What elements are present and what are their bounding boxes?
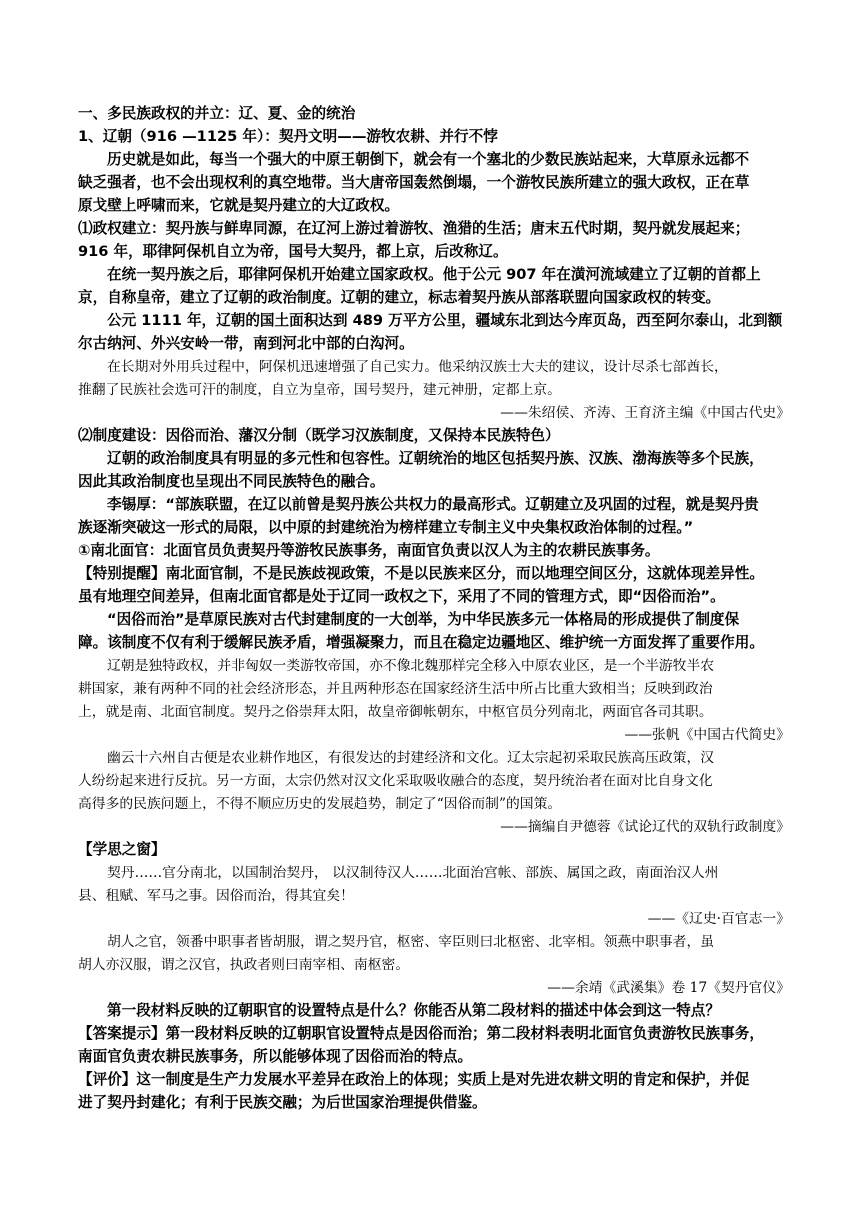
paragraph-line: 缺乏强者，也不会出现权利的真空地带。当大唐帝国轰然倒塌，一个游牧民族所建立的强大政权，正在草 bbox=[78, 174, 750, 191]
quote-line: 在长期对外用兵过程中，阿保机迅速增强了自己实力。他采纳汉族士大夫的建议，设计尽杀七部酋长， bbox=[107, 359, 728, 375]
quote-line: 胡人之官，领番中职事者皆胡服，谓之契丹官，枢密、宰臣则曰北枢密、北宰相。领燕中职事者，虽 bbox=[107, 934, 715, 950]
quote-line: 耕国家，兼有两种不同的社会经济形态，并且两种形态在国家经济生活中所占比重大致相当；反映到政治 bbox=[78, 681, 713, 697]
quote-line: 幽云十六州自古便是农业耕作地区，有很发达的封建经济和文化。辽太宗起初采取民族高压政策，汉 bbox=[107, 750, 715, 766]
quote-source: ——余靖《武溪集》卷 17《契丹官仪》 bbox=[547, 980, 790, 996]
question-text: 第一段材料反映的辽朝职官的设置特点是什么？你能否从第二段材料的描述中体会到这一特点？ bbox=[107, 1002, 720, 1019]
paragraph-line: 京，自称皇帝，建立了辽朝的政治制度。辽朝的建立，标志着契丹族从部落联盟向国家政权的转变。 bbox=[78, 289, 721, 306]
special-reminder-line: 【特别提醒】南北面官制，不是民族歧视政策，不是以民族来区分，而以地理空间区分，这就体现差异性。 bbox=[78, 565, 764, 582]
quote-source: ——朱绍侯、齐涛、王育济主编《中国古代史》 bbox=[500, 405, 790, 421]
quote-line: 胡人亦汉服，谓之汉官，执政者则曰南宰相、南枢密。 bbox=[78, 957, 410, 973]
paragraph-line: 历史就是如此，每当一个强大的中原王朝倒下，就会有一个塞北的少数民族站起来，大草原永远都不 bbox=[107, 151, 750, 168]
paragraph-line: 因此其政治制度也呈现出不同民族特色的融合。 bbox=[78, 473, 385, 490]
special-reminder-line: 虽有地理空间差异，但南北面官都是处于辽同一政权之下，采用了不同的管理方式，即“因俗而治”。 bbox=[78, 588, 725, 605]
answer-hint-line: 南面官负责农耕民族事务，所以能够体现了因俗而治的特点。 bbox=[78, 1048, 473, 1065]
paragraph-line: 在统一契丹族之后，耶律阿保机开始建立国家政权。他于公元 907 年在潢河流域建立了辽朝的首都上 bbox=[107, 266, 761, 283]
paragraph-line: 族逐渐突破这一形式的局限，以中原的封建统治为榜样建立专制主义中央集权政治体制的过程。” bbox=[78, 519, 694, 536]
paragraph-line: 障。该制度不仅有利于缓解民族矛盾，增强凝聚力，而且在稳定边疆地区、维护统一方面发挥了重要作用。 bbox=[78, 634, 764, 651]
paragraph-line: “因俗而治”是草原民族对古代封建制度的一大创举，为中华民族多元一体格局的形成提供了制度保 bbox=[107, 611, 740, 628]
section-heading: 一、多民族政权的并立：辽、夏、金的统治 bbox=[78, 105, 356, 122]
quote-line: 人纷纷起来进行反抗。另一方面，太宗仍然对汉文化采取吸收融合的态度，契丹统治者在面对比自身文化 bbox=[78, 773, 713, 789]
quote-line: 辽朝是独特政权，并非匈奴一类游牧帝国，亦不像北魏那样完全移入中原农业区，是一个半游牧半农 bbox=[107, 658, 715, 674]
paragraph-line: 辽朝的政治制度具有明显的多元性和包容性。辽朝统治的地区包括契丹族、汉族、渤海族等多个民族， bbox=[107, 450, 764, 467]
paragraph-line: ⑴政权建立：契丹族与鲜卑同源，在辽河上游过着游牧、渔猎的生活；唐末五代时期，契丹就发展起来； bbox=[78, 220, 750, 237]
quote-source: ——《辽史·百官志一》 bbox=[647, 911, 790, 927]
paragraph-line: 916 年，耶律阿保机自立为帝，国号大契丹，都上京，后改称辽。 bbox=[78, 243, 508, 260]
quote-line: 推翻了民族社会选可汗的制度，自立为皇帝，国号契丹，建元神册，定都上京。 bbox=[78, 382, 561, 398]
paragraph-line: 公元 1111 年，辽朝的国土面积达到 489 万平方公里，疆域东北到达今库页岛，西至阿尔泰山，北到额 bbox=[107, 312, 783, 329]
quote-line: 契丹……官分南北，以国制治契丹， 以汉制待汉人……北面治宫帐、部族、属国之政，南面治汉人州 bbox=[107, 865, 719, 881]
paragraph-line: ⑵制度建设：因俗而治、藩汉分制（既学习汉族制度，又保持本民族特色） bbox=[78, 427, 560, 444]
quote-line: 上，就是南、北面官制度。契丹之俗崇拜太阳，故皇帝御帐朝东，中枢官员分列南北，两面官各司其职。 bbox=[78, 704, 713, 720]
paragraph-line: 原戈壁上呼啸而来，它就是契丹建立的大辽政权。 bbox=[78, 197, 400, 214]
quote-line: 高得多的民族问题上，不得不顺应历史的发展趋势，制定了“因俗而制”的国策。 bbox=[78, 796, 562, 812]
answer-hint-line: 【答案提示】第一段材料反映的辽朝职官设置特点是因俗而治；第二段材料表明北面官负责游牧民族事务， bbox=[78, 1025, 764, 1042]
quote-source: ——摘编自尹德蓉《试论辽代的双轨行政制度》 bbox=[500, 819, 790, 835]
study-window-title: 【学思之窗】 bbox=[78, 841, 166, 858]
paragraph-line: 尔古纳河、外兴安岭一带，南到河北中部的白沟河。 bbox=[78, 335, 414, 352]
evaluation-line: 进了契丹封建化；有利于民族交融；为后世国家治理提供借鉴。 bbox=[78, 1094, 487, 1111]
paragraph-line: 李锡厚：“部族联盟，在辽以前曾是契丹族公共权力的最高形式。辽朝建立及巩固的过程，就是契丹贵 bbox=[107, 496, 759, 513]
paragraph-line: ①南北面官：北面官员负责契丹等游牧民族事务，南面官负责以汉人为主的农耕民族事务。 bbox=[78, 542, 660, 559]
quote-line: 县、租赋、军马之事。因俗而治，得其宜矣！ bbox=[78, 888, 354, 904]
quote-source: ——张帆《中国古代简史》 bbox=[624, 727, 790, 743]
subsection-liao-title: 1、辽朝（916 —1125 年）：契丹文明——游牧农耕、并行不悖 bbox=[78, 128, 498, 145]
evaluation-line: 【评价】这一制度是生产力发展水平差异在政治上的体现；实质上是对先进农耕文明的肯定和保护，并促 bbox=[78, 1071, 750, 1088]
